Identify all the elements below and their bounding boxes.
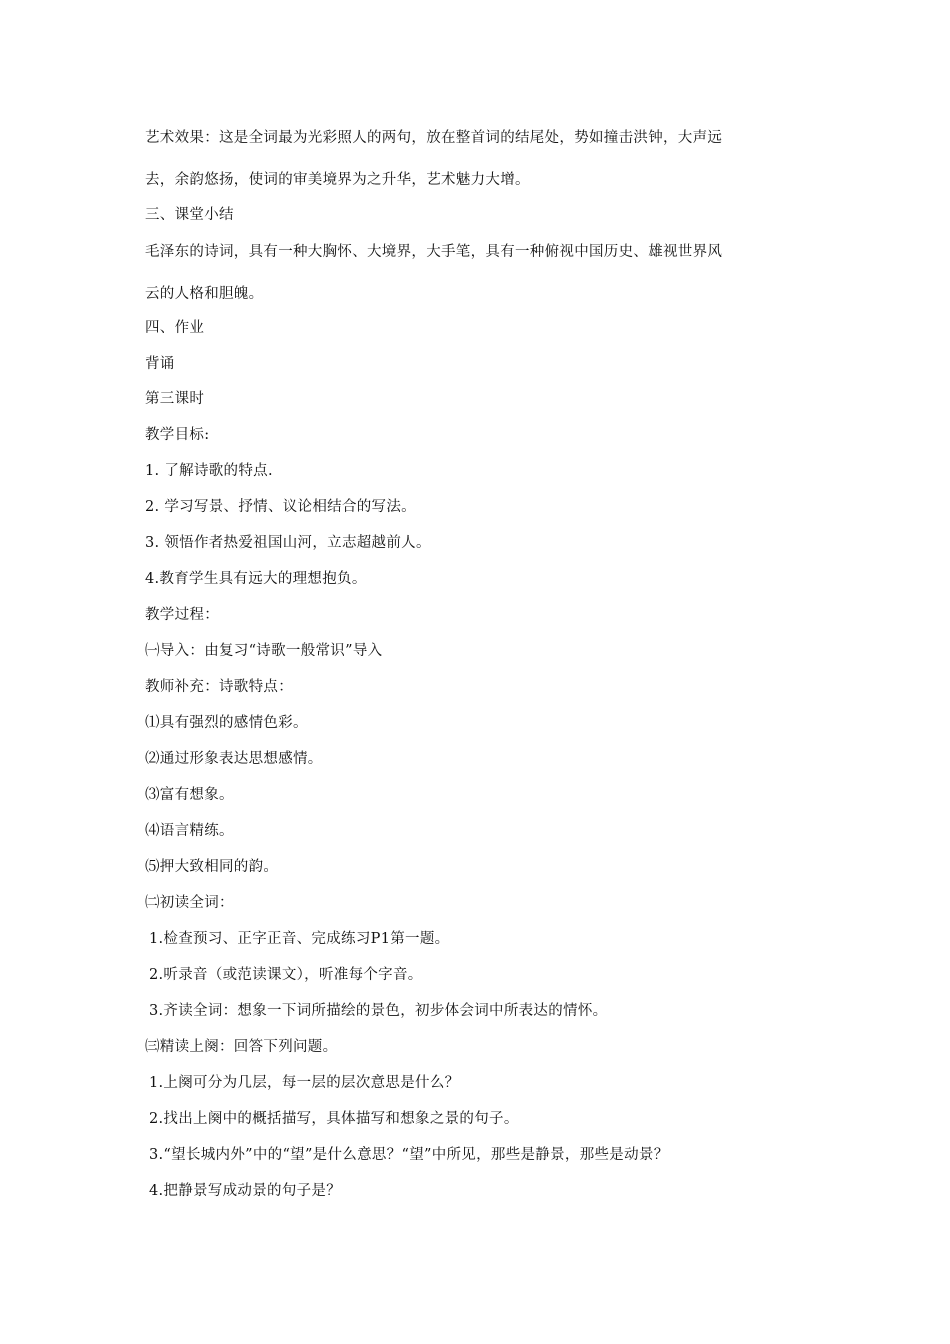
process-step-intro: ㈠导入：由复习“诗歌一般常识”导入 xyxy=(145,643,383,659)
teaching-process-heading: 教学过程： xyxy=(145,607,219,623)
section-heading-summary: 三、课堂小结 xyxy=(145,207,234,223)
paragraph-summary-line-1: 毛泽东的诗词，具有一种大胸怀、大境界，大手笔，具有一种俯视中国历史、雄视世界风 xyxy=(145,244,723,260)
first-reading-item-3: 3.齐读全词：想象一下词所描绘的景色，初步体会词中所表达的情怀。 xyxy=(149,1003,608,1019)
poem-feature-1: ⑴具有强烈的感情色彩。 xyxy=(145,715,308,731)
close-reading-question-3: 3.“望长城内外”中的“望”是什么意思？“望”中所见，那些是静景，那些是动景？ xyxy=(149,1147,669,1163)
close-reading-question-1: 1.上阕可分为几层，每一层的层次意思是什么？ xyxy=(149,1075,460,1091)
close-reading-question-4: 4.把静景写成动景的句子是？ xyxy=(149,1183,342,1199)
first-reading-item-1: 1.检查预习、正字正音、完成练习P1第一题。 xyxy=(149,931,450,947)
paragraph-art-effect-line-1: 艺术效果：这是全词最为光彩照人的两句，放在整首词的结尾处，势如撞击洪钟，大声远 xyxy=(145,130,723,146)
paragraph-art-effect-line-2: 去，余韵悠扬，使词的审美境界为之升华，艺术魅力大增。 xyxy=(145,172,530,188)
close-reading-question-2: 2.找出上阕中的概括描写，具体描写和想象之景的句子。 xyxy=(149,1111,519,1127)
process-step-close-reading: ㈢精读上阕：回答下列问题。 xyxy=(145,1039,338,1055)
poem-feature-4: ⑷语言精练。 xyxy=(145,823,234,839)
homework-recite: 背诵 xyxy=(145,356,175,372)
paragraph-summary-line-2: 云的人格和胆魄。 xyxy=(145,286,264,302)
teacher-supplement: 教师补充：诗歌特点： xyxy=(145,679,293,695)
teaching-goals-heading: 教学目标: xyxy=(145,427,210,443)
goal-item-4: 4.教育学生具有远大的理想抱负。 xyxy=(145,571,367,587)
poem-feature-3: ⑶富有想象。 xyxy=(145,787,234,803)
goal-item-3: 3. 领悟作者热爱祖国山河，立志超越前人。 xyxy=(145,535,431,551)
goal-item-1: 1. 了解诗歌的特点. xyxy=(145,463,273,479)
poem-feature-5: ⑸押大致相同的韵。 xyxy=(145,859,279,875)
lesson-heading-third: 第三课时 xyxy=(145,391,205,407)
poem-feature-2: ⑵通过形象表达思想感情。 xyxy=(145,751,323,767)
section-heading-homework: 四、作业 xyxy=(145,320,205,336)
goal-item-2: 2. 学习写景、抒情、议论相结合的写法。 xyxy=(145,499,416,515)
process-step-first-reading: ㈡初读全词： xyxy=(145,895,234,911)
first-reading-item-2: 2.听录音（或范读课文），听准每个字音。 xyxy=(149,967,423,983)
